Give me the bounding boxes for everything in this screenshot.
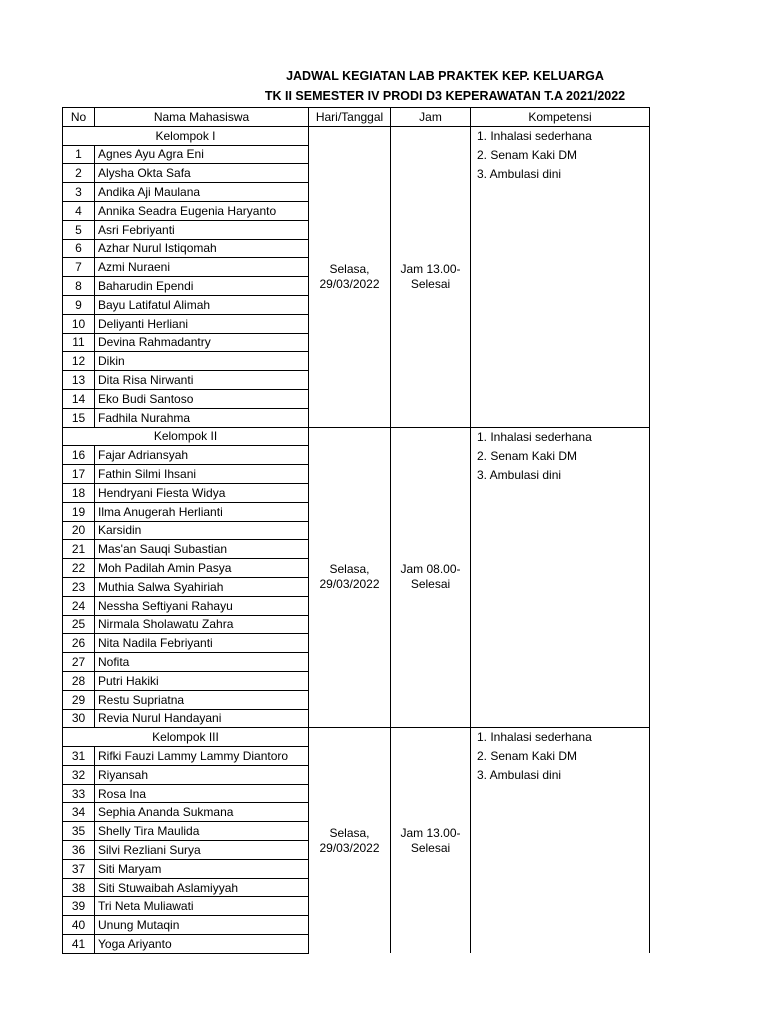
- student-name: Tri Neta Muliawati: [95, 897, 309, 916]
- student-number: 34: [63, 803, 95, 822]
- jam-line: Jam 13.00-: [400, 825, 461, 840]
- student-name: Dita Risa Nirwanti: [95, 371, 309, 390]
- student-name: Unung Mutaqin: [95, 916, 309, 935]
- group-name: Kelompok I: [63, 126, 309, 145]
- student-name: Agnes Ayu Agra Eni: [95, 145, 309, 164]
- kompetensi-item: 2. Senam Kaki DM: [477, 749, 578, 764]
- student-number: 23: [63, 577, 95, 596]
- kompetensi-item: 1. Inhalasi sederhana: [477, 730, 592, 745]
- student-name: Asri Febriyanti: [95, 220, 309, 239]
- student-number: 7: [63, 258, 95, 277]
- student-number: 31: [63, 747, 95, 766]
- document-title: [240, 66, 650, 106]
- jam-line: Jam 08.00-: [400, 562, 461, 577]
- student-number: 19: [63, 502, 95, 521]
- student-name: Restu Supriatna: [95, 690, 309, 709]
- student-number: 13: [63, 371, 95, 390]
- kompetensi-item: 3. Ambulasi dini: [477, 467, 562, 482]
- tanggal-line: 29/03/2022: [319, 840, 380, 855]
- group-row: [63, 728, 650, 747]
- jam-end-line: Selesai: [410, 276, 451, 291]
- student-name: Muthia Salwa Syahiriah: [95, 577, 309, 596]
- student-name: Alysha Okta Safa: [95, 164, 309, 183]
- student-name: Ilma Anugerah Herlianti: [95, 502, 309, 521]
- student-name: Nita Nadila Febriyanti: [95, 634, 309, 653]
- student-number: 16: [63, 446, 95, 465]
- schedule-body: [63, 126, 650, 953]
- jam-end-line: Selesai: [410, 840, 451, 855]
- student-name: Revia Nurul Handayani: [95, 709, 309, 728]
- student-name: Sephia Ananda Sukmana: [95, 803, 309, 822]
- student-name: Bayu Latifatul Alimah: [95, 295, 309, 314]
- header-hari: Hari/Tanggal: [309, 108, 391, 127]
- student-number: 4: [63, 201, 95, 220]
- student-number: 1: [63, 145, 95, 164]
- title-line-1: JADWAL KEGIATAN LAB PRAKTEK KEP. KELUARGA: [286, 69, 604, 83]
- student-number: 8: [63, 277, 95, 296]
- student-name: Fathin Silmi Ihsani: [95, 465, 309, 484]
- student-number: 24: [63, 596, 95, 615]
- student-number: 33: [63, 784, 95, 803]
- student-name: Rifki Fauzi Lammy Lammy Diantoro: [95, 747, 309, 766]
- student-number: 17: [63, 465, 95, 484]
- student-name: Devina Rahmadantry: [95, 333, 309, 352]
- student-number: 6: [63, 239, 95, 258]
- student-name: Deliyanti Herliani: [95, 314, 309, 333]
- student-number: 41: [63, 935, 95, 954]
- group-row: [63, 427, 650, 446]
- jam-line: Jam 13.00-: [400, 261, 461, 276]
- student-name: Nirmala Sholawatu Zahra: [95, 615, 309, 634]
- student-name: Siti Stuwaibah Aslamiyyah: [95, 878, 309, 897]
- kompetensi-cell: [471, 728, 650, 954]
- student-number: 21: [63, 540, 95, 559]
- student-number: 27: [63, 653, 95, 672]
- jam-end-line: Selesai: [410, 577, 451, 592]
- header-nama: Nama Mahasiswa: [95, 108, 309, 127]
- header-jam: Jam: [391, 108, 471, 127]
- student-number: 35: [63, 822, 95, 841]
- group-name: Kelompok III: [63, 728, 309, 747]
- student-name: Andika Aji Maulana: [95, 183, 309, 202]
- student-number: 30: [63, 709, 95, 728]
- kompetensi-item: 2. Senam Kaki DM: [477, 448, 578, 463]
- student-number: 32: [63, 765, 95, 784]
- kompetensi-item: 3. Ambulasi dini: [477, 166, 562, 181]
- student-number: 36: [63, 841, 95, 860]
- student-number: 28: [63, 671, 95, 690]
- student-number: 25: [63, 615, 95, 634]
- student-number: 22: [63, 559, 95, 578]
- student-number: 10: [63, 314, 95, 333]
- student-name: Shelly Tira Maulida: [95, 822, 309, 841]
- kompetensi-item: 1. Inhalasi sederhana: [477, 128, 592, 143]
- jam-cell: [391, 427, 471, 728]
- group-name: Kelompok II: [63, 427, 309, 446]
- kompetensi-cell: [471, 427, 650, 728]
- student-name: Annika Seadra Eugenia Haryanto: [95, 201, 309, 220]
- tanggal-line: 29/03/2022: [319, 577, 380, 592]
- kompetensi-item: 2. Senam Kaki DM: [477, 147, 578, 162]
- student-name: Mas'an Sauqi Subastian: [95, 540, 309, 559]
- student-name: Nessha Seftiyani Rahayu: [95, 596, 309, 615]
- student-number: 2: [63, 164, 95, 183]
- student-name: Silvi Rezliani Surya: [95, 841, 309, 860]
- student-name: Rosa Ina: [95, 784, 309, 803]
- student-name: Nofita: [95, 653, 309, 672]
- student-number: 18: [63, 483, 95, 502]
- student-number: 38: [63, 878, 95, 897]
- kompetensi-cell: [471, 126, 650, 427]
- student-number: 5: [63, 220, 95, 239]
- student-name: Yoga Ariyanto: [95, 935, 309, 954]
- header-row: [63, 108, 650, 127]
- student-number: 26: [63, 634, 95, 653]
- title-line-2: TK II SEMESTER IV PRODI D3 KEPERAWATAN T.A 2021/2022: [264, 89, 626, 103]
- student-name: Moh Padilah Amin Pasya: [95, 559, 309, 578]
- student-number: 11: [63, 333, 95, 352]
- student-name: Baharudin Ependi: [95, 277, 309, 296]
- student-number: 20: [63, 521, 95, 540]
- hari-line: Selasa,: [329, 261, 370, 276]
- student-number: 9: [63, 295, 95, 314]
- hari-tanggal-cell: [309, 126, 391, 427]
- header-kompetensi: Kompetensi: [471, 108, 650, 127]
- schedule-table: [62, 107, 650, 954]
- student-name: Dikin: [95, 352, 309, 371]
- jam-cell: [391, 728, 471, 954]
- student-name: Karsidin: [95, 521, 309, 540]
- student-name: Eko Budi Santoso: [95, 389, 309, 408]
- student-number: 12: [63, 352, 95, 371]
- kompetensi-item: 1. Inhalasi sederhana: [477, 429, 592, 444]
- student-number: 15: [63, 408, 95, 427]
- student-number: 40: [63, 916, 95, 935]
- student-name: Fadhila Nurahma: [95, 408, 309, 427]
- hari-line: Selasa,: [329, 562, 370, 577]
- student-number: 14: [63, 389, 95, 408]
- student-number: 3: [63, 183, 95, 202]
- student-number: 37: [63, 859, 95, 878]
- student-name: Siti Maryam: [95, 859, 309, 878]
- student-name: Riyansah: [95, 765, 309, 784]
- tanggal-line: 29/03/2022: [319, 276, 380, 291]
- student-name: Putri Hakiki: [95, 671, 309, 690]
- kompetensi-item: 3. Ambulasi dini: [477, 768, 562, 783]
- group-row: [63, 126, 650, 145]
- hari-tanggal-cell: [309, 728, 391, 954]
- hari-tanggal-cell: [309, 427, 391, 728]
- header-no: No: [63, 108, 95, 127]
- student-name: Azmi Nuraeni: [95, 258, 309, 277]
- student-name: Azhar Nurul Istiqomah: [95, 239, 309, 258]
- hari-line: Selasa,: [329, 825, 370, 840]
- jam-cell: [391, 126, 471, 427]
- student-name: Fajar Adriansyah: [95, 446, 309, 465]
- student-number: 29: [63, 690, 95, 709]
- student-number: 39: [63, 897, 95, 916]
- student-name: Hendryani Fiesta Widya: [95, 483, 309, 502]
